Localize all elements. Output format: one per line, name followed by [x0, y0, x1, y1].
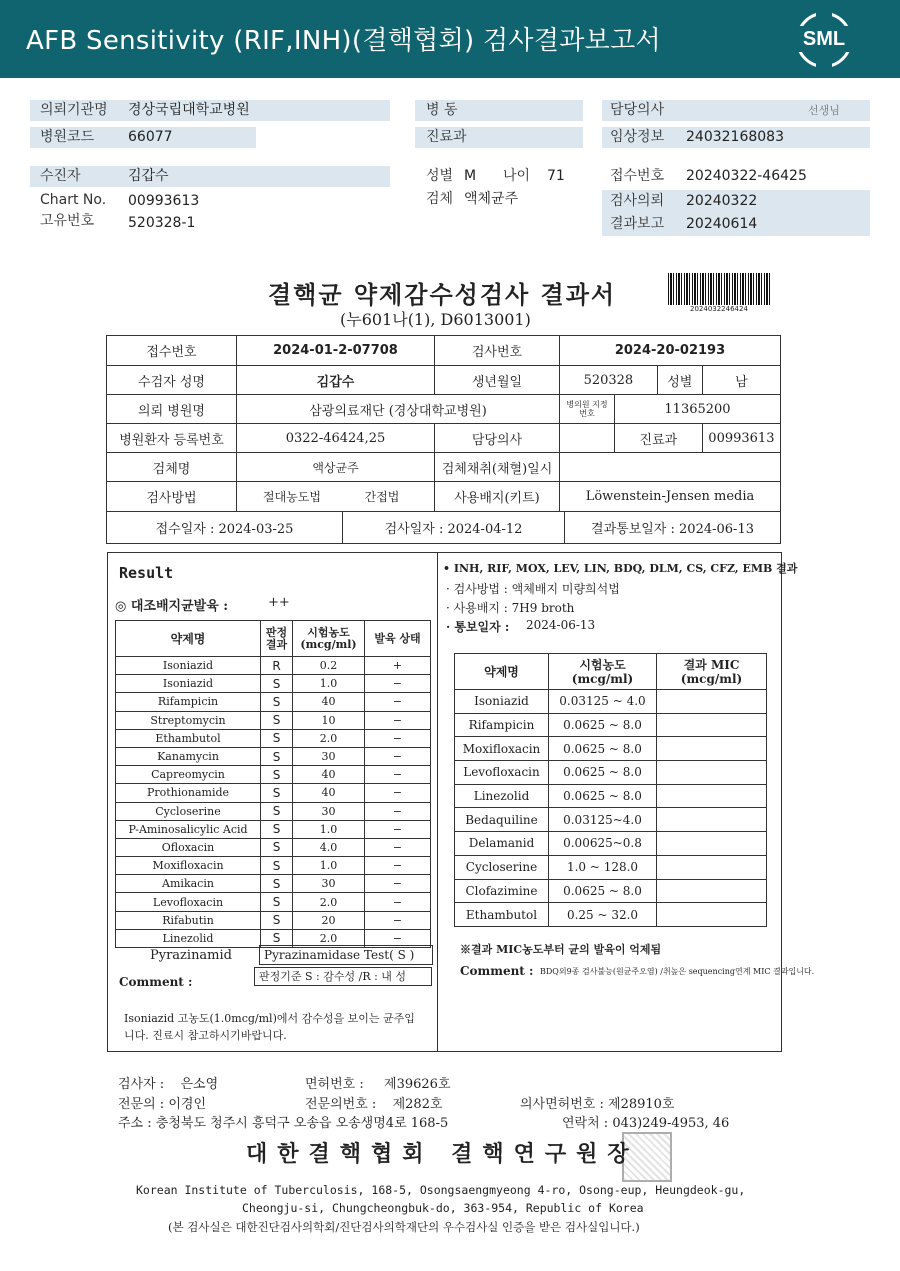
mic-drug-result [657, 903, 767, 927]
drug-table [115, 620, 431, 948]
mic-drug-result [657, 832, 767, 856]
reg: 0322-46424,25 [237, 424, 435, 453]
result-title: Result [119, 564, 174, 582]
drug-growth: − [365, 747, 431, 765]
contact: 043)249-4953, 46 [612, 1116, 730, 1131]
address: 충청북도 청주시 흥덕구 오송읍 오송생명4로 168-5 [155, 1116, 449, 1131]
hospital-code-value: 66077 [128, 129, 173, 145]
report-title: AFB Sensitivity (RIF,INH)(결핵협회) 검사결과보고서 [26, 26, 661, 56]
receipt-value: 20240322-46425 [686, 168, 807, 184]
footer-specialist [118, 1093, 206, 1112]
name-label: 수검자 성명 [107, 366, 237, 395]
mic-drug-result [657, 761, 767, 785]
drug-result: S [261, 675, 293, 693]
doctor-label: 담당의사 [610, 102, 665, 118]
specimen-label-doc: 검체명 [107, 453, 237, 482]
mic-drug-name: Ethambutol [455, 903, 549, 927]
institution-label: 의뢰기관명 [40, 102, 108, 118]
clinical-value: 24032168083 [686, 129, 784, 145]
media: Löwenstein-Jensen media [560, 482, 781, 512]
footer-spec-no [305, 1093, 443, 1112]
drug-growth: − [365, 693, 431, 711]
notify-date-cell [565, 512, 781, 544]
specimen-doc: 액상균주 [237, 453, 435, 482]
org-name: 대한결핵협회 결핵연구원장 [246, 1141, 639, 1167]
comment-label-left: Comment : [119, 975, 193, 989]
mic-drug-range: 0.03125 ~ 4.0 [549, 690, 657, 714]
mic-drug-name: Moxifloxacin [455, 737, 549, 761]
method1: 절대농도법 [263, 490, 321, 504]
drug-conc: 1.0 [293, 857, 365, 875]
report-label: 결과보고 [610, 216, 665, 232]
drug-conc: 2.0 [293, 729, 365, 747]
dates-table [106, 511, 781, 544]
receipt-date-cell [107, 512, 343, 544]
method2: 간접법 [364, 490, 400, 504]
eng-address-2: Cheongju-si, Chungcheongbuk-do, 363-954, Republic of Korea [242, 1201, 644, 1215]
drug-conc: 30 [293, 747, 365, 765]
mic-drug-result [657, 737, 767, 761]
notify-date: 2024-06-13 [679, 522, 754, 537]
hospital-code-doc: 11365200 [615, 395, 781, 424]
mic-drug-result [657, 713, 767, 737]
drug-conc: 20 [293, 911, 365, 929]
tester: 은소영 [180, 1077, 219, 1092]
patient-label: 수진자 [40, 168, 81, 184]
method-label: 검사방법 [107, 482, 237, 512]
drug-result: R [261, 657, 293, 675]
table-row [116, 729, 431, 747]
license: 제39626호 [384, 1077, 451, 1092]
drug-result: S [261, 766, 293, 784]
drug-conc: 40 [293, 784, 365, 802]
dept-label-doc: 진료과 [615, 424, 703, 453]
doctor-doc [560, 424, 615, 453]
name: 김갑수 [237, 366, 435, 395]
footer-contact [562, 1112, 729, 1131]
doc-subtitle: (누601나(1), D6013001) [340, 310, 531, 329]
table-row [116, 766, 431, 784]
table-row [116, 802, 431, 820]
mic-drug-result [657, 879, 767, 903]
mic-note: ※결과 MIC농도부터 균의 발육이 억제됨 [460, 943, 662, 956]
drug-conc: 2.0 [293, 893, 365, 911]
drug-conc: 30 [293, 802, 365, 820]
doc-title: 결핵균 약제감수성검사 결과서 [268, 280, 617, 309]
drug-growth: − [365, 711, 431, 729]
mic-drug-range: 0.0625 ~ 8.0 [549, 784, 657, 808]
specialist-label: 전문의 : [118, 1097, 165, 1112]
notify-date-label: 결과통보일자 : [591, 522, 675, 537]
drug-growth: − [365, 929, 431, 947]
collect [560, 453, 781, 482]
sex-label: 성별 [426, 168, 454, 184]
collect-label: 검체채취(채혈)일시 [435, 453, 560, 482]
receipt-no: 2024-01-2-07708 [237, 336, 435, 366]
drug-name: Streptomycin [116, 711, 261, 729]
certification: (본 검사실은 대한진단검사의학회/진단검사의학재단의 우수검사실 인증을 받은 검사실입니다.) [168, 1220, 640, 1234]
colony-value: ++ [268, 595, 290, 610]
report-header [0, 0, 900, 78]
right-notify: 2024-06-13 [526, 618, 596, 632]
table-row [116, 711, 431, 729]
table-row [116, 820, 431, 838]
receipt-no-label: 접수번호 [107, 336, 237, 366]
doctor-label-doc: 담당의사 [435, 424, 560, 453]
drug-result: S [261, 820, 293, 838]
drug-growth: − [365, 838, 431, 856]
barcode [668, 273, 770, 305]
mic-drug-range: 1.0 ~ 128.0 [549, 855, 657, 879]
table-row [455, 808, 767, 832]
drug-result: S [261, 893, 293, 911]
age-label: 나이 [503, 168, 531, 184]
table-row [116, 747, 431, 765]
table-row [116, 657, 431, 675]
table-row [116, 911, 431, 929]
table-row [116, 893, 431, 911]
method-cell [237, 482, 435, 512]
drug-result: S [261, 911, 293, 929]
mic-drug-result [657, 808, 767, 832]
birth: 520328 [560, 366, 658, 395]
drug-name: Kanamycin [116, 747, 261, 765]
mic-header-range: 시험농도 (mcg/ml) [549, 654, 657, 690]
drug-conc: 1.0 [293, 675, 365, 693]
hospital: 삼광의료재단 (경상대학교병원) [237, 395, 560, 424]
drug-name: Amikacin [116, 875, 261, 893]
doctor-suffix: 선생님 [808, 104, 840, 117]
drug-conc: 40 [293, 693, 365, 711]
mic-drug-name: Isoniazid [455, 690, 549, 714]
media-label: 사용배지(키트) [435, 482, 560, 512]
table-row [455, 855, 767, 879]
comment-label-right: Comment : [460, 964, 534, 978]
test-date: 2024-04-12 [447, 522, 523, 537]
mic-header-result: 결과 MIC (mcg/ml) [657, 654, 767, 690]
barcode-number: 2024032246424 [690, 305, 748, 313]
table-row [116, 675, 431, 693]
license-label: 면허번호 : [305, 1077, 364, 1092]
comment-right: BDQ외9종 검사불능(원균주오염) /취높은 sequencing연계 MIC 결과입니다. [540, 967, 815, 976]
mic-drug-name: Linezolid [455, 784, 549, 808]
clinical-label: 임상정보 [610, 129, 665, 145]
drug-result: S [261, 838, 293, 856]
table-row [116, 857, 431, 875]
reg-label: 병원환자 등록번호 [107, 424, 237, 453]
footer-address [118, 1112, 448, 1131]
drug-growth: − [365, 675, 431, 693]
drug-name: Cycloserine [116, 802, 261, 820]
dept-label: 진료과 [426, 129, 467, 145]
unique-label: 고유번호 [40, 213, 95, 229]
comment-text-2: 니다. 진료시 참고하시기바랍니다. [124, 1029, 287, 1042]
drug-growth: − [365, 766, 431, 784]
receipt-label: 접수번호 [610, 168, 665, 184]
patient-bar [30, 166, 390, 187]
mic-drug-range: 0.0625 ~ 8.0 [549, 713, 657, 737]
drug-growth: − [365, 729, 431, 747]
drug-header-name: 약제명 [116, 621, 261, 657]
drug-result: S [261, 875, 293, 893]
drug-result: S [261, 711, 293, 729]
test-date-cell [343, 512, 565, 544]
mic-drug-range: 0.25 ~ 32.0 [549, 903, 657, 927]
right-heading: • INH, RIF, MOX, LEV, LIN, BDQ, DLM, CS, CFZ, EMB 결과 [443, 562, 798, 575]
test-no: 2024-20-02193 [560, 336, 781, 366]
drug-name: Ethambutol [116, 729, 261, 747]
mic-drug-range: 0.03125~4.0 [549, 808, 657, 832]
drug-name: Rifampicin [116, 693, 261, 711]
birth-label: 생년월일 [435, 366, 560, 395]
drug-conc: 40 [293, 766, 365, 784]
drug-growth: − [365, 875, 431, 893]
drug-growth: − [365, 802, 431, 820]
pyrazinamid-result: Pyrazinamidase Test( S ) [259, 945, 433, 965]
drug-name: Linezolid [116, 929, 261, 947]
dept-doc: 00993613 [702, 424, 780, 453]
sml-logo-text: SML [796, 26, 852, 52]
drug-conc: 4.0 [293, 838, 365, 856]
eng-address-1: Korean Institute of Tuberculosis, 168-5, Osongsaengmyeong 4-ro, Osong-eup, Heungdeok-gu, [136, 1183, 746, 1197]
drug-name: Isoniazid [116, 675, 261, 693]
mic-drug-result [657, 784, 767, 808]
mic-drug-range: 0.0625 ~ 8.0 [549, 737, 657, 761]
address-label: 주소 : [118, 1116, 152, 1131]
table-row [455, 784, 767, 808]
contact-label: 연락처 : [562, 1116, 609, 1131]
right-notify-label: · 통보일자 : [446, 620, 510, 634]
drug-name: Capreomycin [116, 766, 261, 784]
table-row [455, 832, 767, 856]
mic-drug-name: Delamanid [455, 832, 549, 856]
mic-drug-range: 0.0625 ~ 8.0 [549, 879, 657, 903]
drug-growth: − [365, 820, 431, 838]
sex-value: M [464, 168, 477, 184]
drug-growth: − [365, 911, 431, 929]
sex-label-doc: 성별 [657, 366, 702, 395]
drug-name: Prothionamide [116, 784, 261, 802]
table-row [455, 903, 767, 927]
drug-conc: 0.2 [293, 657, 365, 675]
doctor-license: 제28910호 [608, 1097, 675, 1112]
drug-result: S [261, 857, 293, 875]
institution-value: 경상국립대학교병원 [128, 102, 250, 118]
request-label: 검사의뢰 [610, 193, 665, 209]
drug-name: Levofloxacin [116, 893, 261, 911]
mic-drug-result [657, 855, 767, 879]
patient-info-table [106, 335, 781, 512]
table-row [116, 784, 431, 802]
table-row [455, 737, 767, 761]
drug-result: S [261, 802, 293, 820]
mic-drug-name: Cycloserine [455, 855, 549, 879]
drug-header-growth: 발육 상태 [365, 621, 431, 657]
patient-value: 김갑수 [128, 168, 169, 184]
mic-drug-result [657, 690, 767, 714]
specimen-label: 검체 [426, 191, 454, 207]
specimen-value: 액체균주 [464, 191, 519, 207]
right-media: · 사용배지 : 7H9 broth [446, 601, 575, 615]
hospital-code-label: 병원코드 [40, 129, 95, 145]
mic-drug-name: Clofazimine [455, 879, 549, 903]
hospital-code-label-doc: 병의원 지정번호 [560, 395, 615, 424]
drug-name: Rifabutin [116, 911, 261, 929]
right-method: · 검사방법 : 액체배지 미량희석법 [446, 582, 620, 596]
unique-value: 520328-1 [128, 215, 196, 231]
mic-drug-range: 0.00625~0.8 [549, 832, 657, 856]
test-date-label: 검사일자 : [384, 522, 444, 537]
mic-table [454, 653, 767, 927]
age-value: 71 [547, 168, 565, 184]
mic-drug-name: Levofloxacin [455, 761, 549, 785]
table-row [455, 690, 767, 714]
drug-name: Isoniazid [116, 657, 261, 675]
drug-result: S [261, 929, 293, 947]
drug-name: Moxifloxacin [116, 857, 261, 875]
footer-license [305, 1073, 451, 1092]
report-value: 20240614 [686, 216, 758, 232]
drug-name: Ofloxacin [116, 838, 261, 856]
table-row [116, 693, 431, 711]
table-row [455, 713, 767, 737]
chart-label: Chart No. [40, 192, 107, 208]
pyrazinamid-label: Pyrazinamid [150, 948, 232, 963]
drug-header-conc: 시험농도 (mcg/ml) [293, 621, 365, 657]
criteria: 판정기준 S : 감수성 /R : 내 성 [254, 967, 432, 986]
drug-conc: 1.0 [293, 820, 365, 838]
drug-conc: 2.0 [293, 929, 365, 947]
drug-result: S [261, 729, 293, 747]
mic-header-name: 약제명 [455, 654, 549, 690]
drug-growth: − [365, 857, 431, 875]
tester-label: 검사자 : [118, 1077, 165, 1092]
sml-logo [796, 12, 852, 68]
mic-drug-range: 0.0625 ~ 8.0 [549, 761, 657, 785]
receipt-date: 2024-03-25 [218, 522, 294, 537]
drug-name: P-Aminosalicylic Acid [116, 820, 261, 838]
doctor-license-label: 의사면허번호 : [520, 1097, 604, 1112]
result-divider [437, 552, 438, 1052]
sex-doc: 남 [702, 366, 780, 395]
footer-doctor-license [520, 1093, 675, 1112]
table-row [116, 838, 431, 856]
table-row [116, 875, 431, 893]
table-row [455, 879, 767, 903]
colony-label: ◎ 대조배지균발육 : [115, 599, 229, 614]
comment-text-1: Isoniazid 고농도(1.0mcg/ml)에서 감수성을 보이는 균주입 [124, 1012, 415, 1025]
spec-no-label: 전문의번호 : [305, 1097, 377, 1112]
drug-conc: 10 [293, 711, 365, 729]
ward-label: 병 동 [426, 102, 458, 118]
specialist: 이경인 [168, 1097, 207, 1112]
scanned-report [0, 255, 900, 1271]
table-row [455, 761, 767, 785]
drug-result: S [261, 747, 293, 765]
hospital-label: 의뢰 병원명 [107, 395, 237, 424]
spec-no: 제282호 [392, 1097, 443, 1112]
drug-result: S [261, 784, 293, 802]
mic-drug-name: Bedaquiline [455, 808, 549, 832]
drug-header-result: 판정 결과 [261, 621, 293, 657]
mic-drug-name: Rifampicin [455, 713, 549, 737]
request-value: 20240322 [686, 193, 758, 209]
drug-result: S [261, 693, 293, 711]
chart-value: 00993613 [128, 193, 200, 209]
drug-growth: + [365, 657, 431, 675]
footer-tester [118, 1073, 218, 1092]
drug-growth: − [365, 784, 431, 802]
receipt-date-label: 접수일자 : [155, 522, 215, 537]
test-no-label: 검사번호 [435, 336, 560, 366]
drug-conc: 30 [293, 875, 365, 893]
drug-growth: − [365, 893, 431, 911]
